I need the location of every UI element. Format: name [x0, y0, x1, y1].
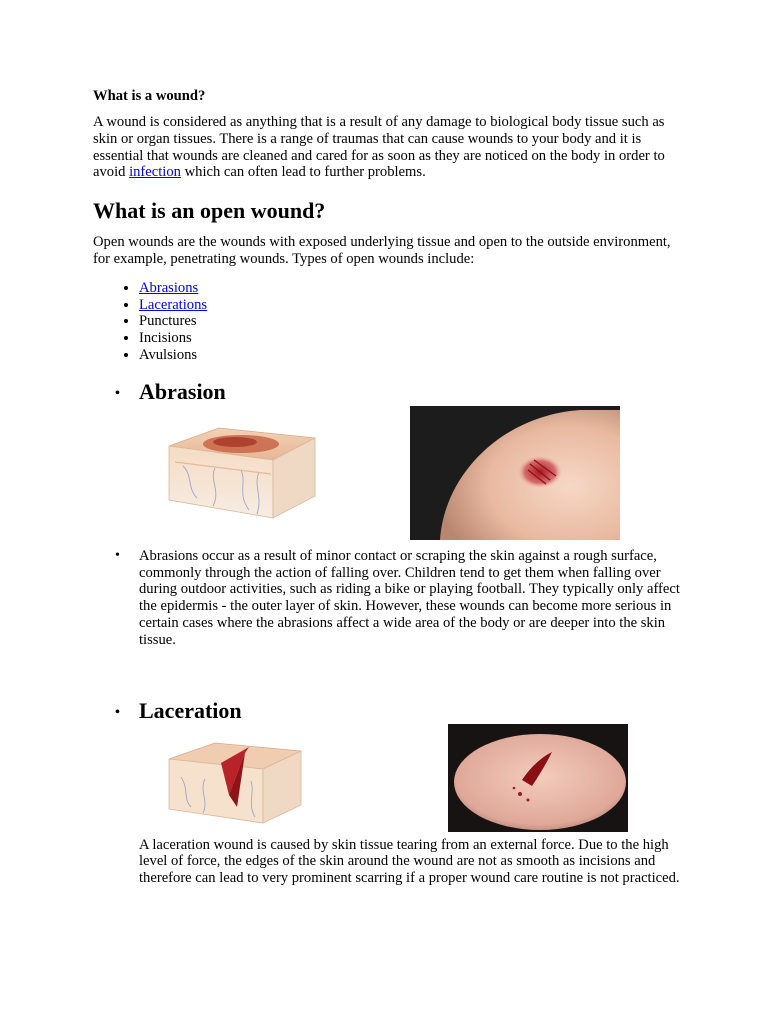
lacerations-link[interactable]: Lacerations	[139, 296, 208, 313]
laceration-description: A laceration wound is caused by skin tissue tearing from an external force. Due to the high level of force, the edges of the skin around the wound are not as smooth as incisions and therefore can lead to very prominent scarring if a proper wound care routine is not practiced.	[139, 836, 680, 887]
list-item-avulsions: • Avulsions	[139, 347, 683, 364]
infection-link[interactable]: infection	[129, 164, 181, 181]
list-item-punctures: • Punctures	[139, 313, 683, 330]
laceration-images	[93, 727, 683, 837]
wound-text-before-link: A wound is considered as anything that is a result of any damage to biological body tissue such as skin or organ tissues. There is a range of traumas that can cause wounds to your body and it is essential that wounds are cleaned and cared for as soon as they are noticed on the body in order to avoid	[93, 114, 665, 181]
list-item-lacerations[interactable]	[139, 297, 683, 314]
laceration-description-item	[93, 837, 683, 887]
laceration-heading-row	[115, 697, 683, 725]
list-item-abrasions[interactable]	[139, 280, 683, 297]
document-page	[93, 86, 683, 887]
section-title-wound: What is a wound?	[93, 88, 206, 104]
open-wound-paragraph: Open wounds are the wounds with exposed underlying tissue and open to the outside environment, for example, penetrating wounds. Types of open wounds include:	[93, 234, 671, 267]
abrasion-heading-row	[115, 378, 683, 406]
abrasion-photo	[410, 406, 620, 540]
abrasion-description: Abrasions occur as a result of minor contact or scraping the skin against a rough surface, commonly through the action of falling over. Children tend to get them when falling over during outdoor activities, such as riding a bike or playing football. They typically only affect the epidermis - the outer layer of skin. However, these wounds can become more serious in certain cases where the abrasions affect a wide area of the body or are deeper into the skin tissue.	[139, 547, 680, 648]
abrasion-skin-diagram	[163, 416, 323, 526]
abrasion-description-item	[93, 548, 683, 649]
abrasion-images	[93, 408, 683, 544]
wound-types-list	[93, 280, 683, 364]
laceration-skin-diagram	[165, 733, 305, 829]
wound-text-after-link: which can often lead to further problems.	[180, 164, 426, 181]
laceration-photo	[448, 724, 628, 832]
bullet-icon: •	[115, 704, 120, 720]
laceration-heading: Laceration	[139, 697, 242, 723]
bullet-icon: •	[115, 547, 120, 563]
abrasion-heading: Abrasion	[139, 378, 226, 404]
list-item-incisions: • Incisions	[139, 330, 683, 347]
abrasions-link[interactable]: Abrasions	[139, 279, 199, 296]
bullet-icon: •	[115, 385, 120, 401]
wound-definition-paragraph	[93, 114, 683, 181]
section-title-open-wound: What is an open wound?	[93, 198, 326, 224]
